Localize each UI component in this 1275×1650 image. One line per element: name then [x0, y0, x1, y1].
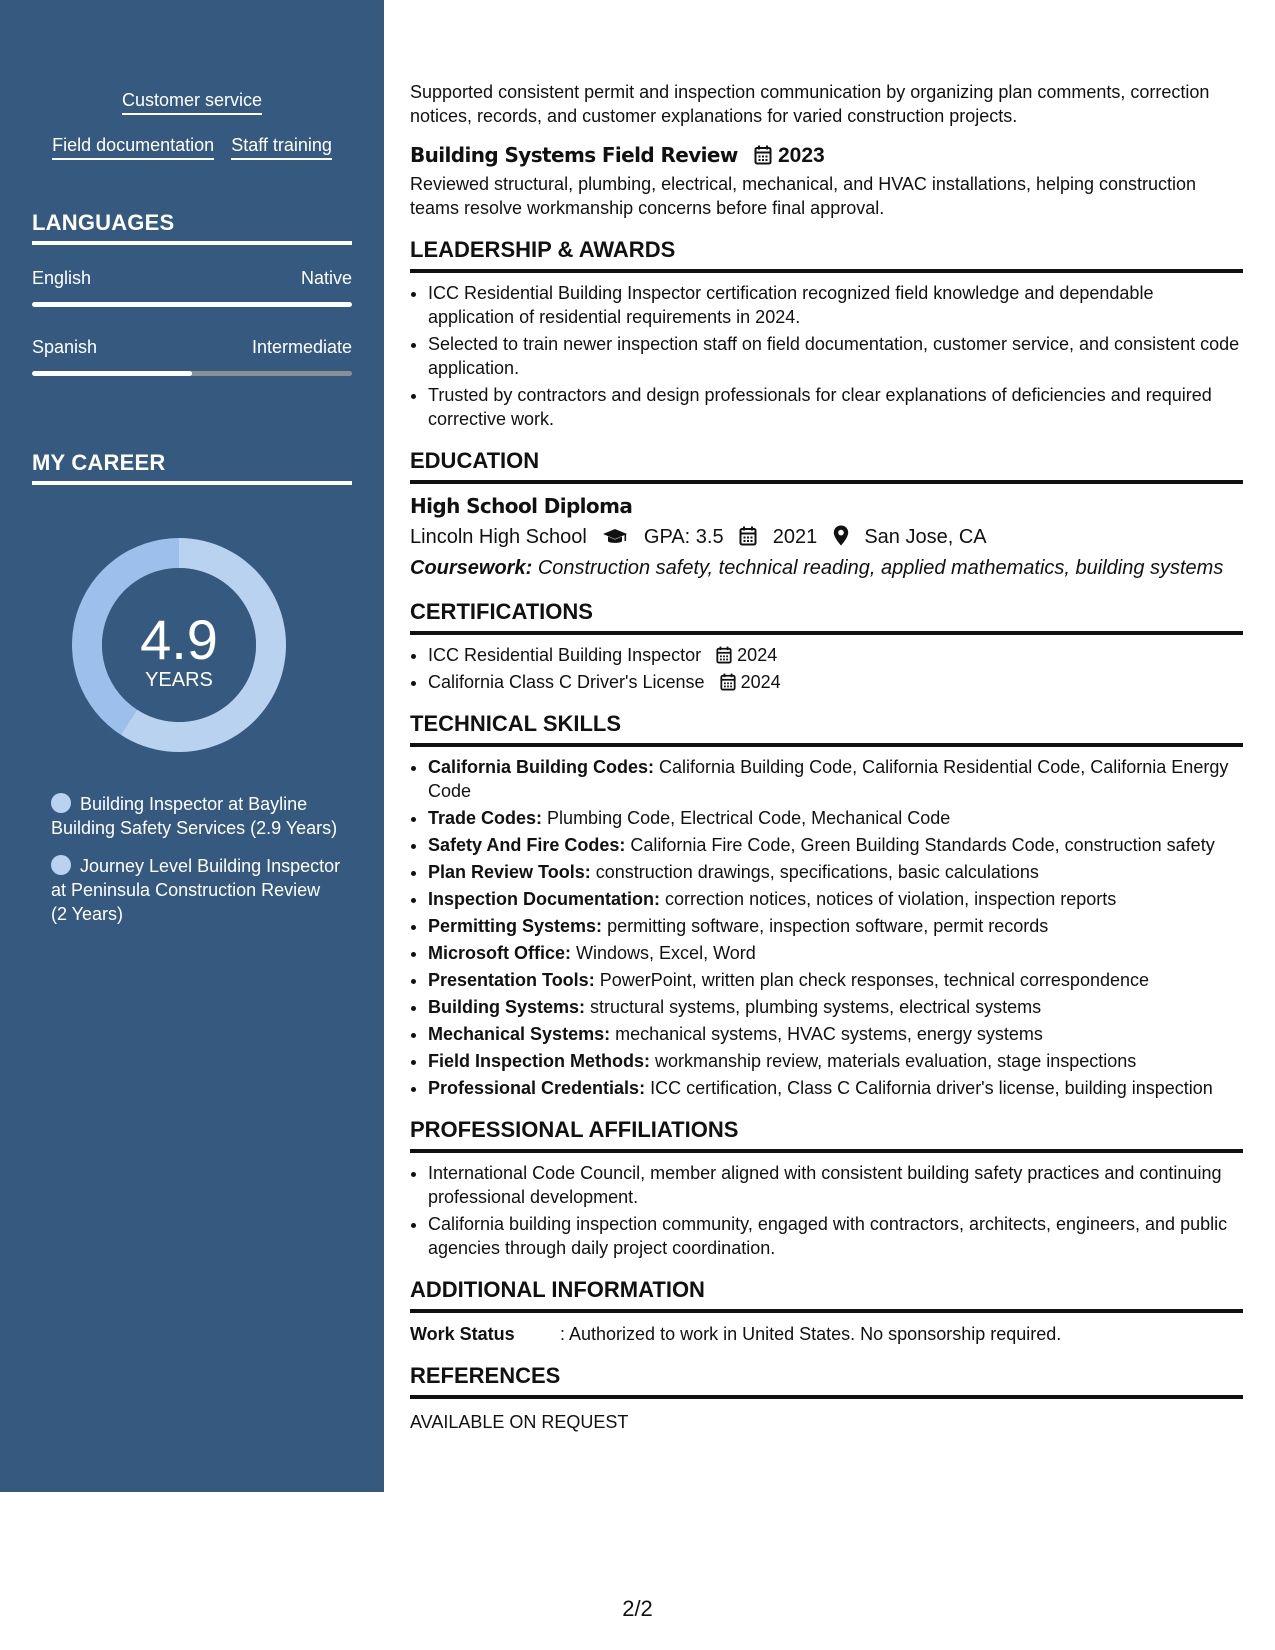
leadership-heading: LEADERSHIP & AWARDS [410, 236, 1243, 273]
skill-item [428, 941, 1243, 965]
career-heading: MY CAREER [32, 450, 352, 485]
skill-tags [32, 88, 352, 178]
skill-value: workmanship review, materials evaluation, stage inspections [655, 1051, 1137, 1071]
language-name: English [32, 268, 92, 288]
language-spanish [32, 335, 352, 376]
language-proficiency-fill [32, 302, 352, 307]
certification-year: 2024 [737, 645, 778, 665]
skill-label: Presentation Tools: [428, 970, 595, 990]
career-total-value: 4.9 [140, 608, 218, 671]
education-heading: EDUCATION [410, 447, 1243, 484]
skill-tag: Customer service [122, 88, 262, 115]
bullet-dot-icon [51, 855, 71, 875]
list-item: • Trusted by contractors and design professionals for clear explanations of deficiencies and required corrective work. [428, 383, 1243, 431]
additional-info-heading: ADDITIONAL INFORMATION [410, 1276, 1243, 1313]
skill-label: Permitting Systems: [428, 916, 603, 936]
language-proficiency-bar [32, 371, 352, 376]
education-year: 2021 [772, 526, 818, 548]
skill-value: California Building Code, California Residential Code, California Energy Code [428, 757, 1229, 801]
education-degree: High School Diploma [410, 494, 633, 518]
education-school: Lincoln High School [410, 526, 587, 548]
skill-label: Microsoft Office: [428, 943, 572, 963]
certification-name: ICC Residential Building Inspector [428, 645, 702, 665]
work-status-row [410, 1322, 1243, 1346]
language-name: Spanish [32, 337, 98, 357]
skill-item [428, 1049, 1243, 1073]
graduation-cap-icon [602, 528, 628, 546]
skill-label: Field Inspection Methods: [428, 1051, 651, 1071]
skill-tag: Field documentation [52, 133, 214, 160]
project-year: 2023 [778, 144, 825, 167]
project-title-row [410, 142, 1243, 169]
skill-value: PowerPoint, written plan check responses, technical correspondence [599, 970, 1150, 990]
skill-value: mechanical systems, HVAC systems, energy systems [615, 1024, 1043, 1044]
skill-item [428, 1076, 1243, 1100]
list-item: • International Code Council, member aligned with consistent building safety practices and continuing professional development. [428, 1161, 1243, 1209]
skill-label: Professional Credentials: [428, 1078, 646, 1098]
coursework-value: Construction safety, technical reading, applied mathematics, building systems [537, 557, 1224, 579]
certification-item [428, 670, 1243, 694]
calendar-icon [716, 646, 732, 664]
work-status-value: : Authorized to work in United States. No sponsorship required. [560, 1324, 1062, 1344]
skill-item [428, 755, 1243, 803]
coursework-label: Coursework: [410, 557, 533, 579]
list-item: • California building inspection community, engaged with contractors, architects, engineers, and public agencies through daily project coordination. [428, 1212, 1243, 1260]
certification-name: California Class C Driver's License [428, 672, 705, 692]
technical-skills-list [410, 755, 1243, 1100]
skill-value: Plumbing Code, Electrical Code, Mechanical Code [547, 808, 951, 828]
skill-item [428, 860, 1243, 884]
references-heading: REFERENCES [410, 1362, 1243, 1399]
skill-label: Building Systems: [428, 997, 586, 1017]
skill-label: Inspection Documentation: [428, 889, 661, 909]
list-item: • ICC Residential Building Inspector certification recognized field knowledge and dependable application of residential requirements in 2024. [428, 281, 1243, 329]
career-item [51, 854, 341, 926]
skill-tag-row [32, 133, 352, 160]
technical-skills-heading: TECHNICAL SKILLS [410, 710, 1243, 747]
skill-value: structural systems, plumbing systems, electrical systems [590, 997, 1042, 1017]
languages-heading: LANGUAGES [32, 210, 352, 245]
career-total-unit: YEARS [145, 669, 213, 691]
list-item: • Selected to train newer inspection staff on field documentation, customer service, and consistent code application. [428, 332, 1243, 380]
skill-label: California Building Codes: [428, 757, 655, 777]
skill-label: Mechanical Systems: [428, 1024, 611, 1044]
affiliations-list [410, 1161, 1243, 1260]
language-level: Intermediate [251, 337, 352, 357]
career-item [51, 792, 341, 840]
intro-paragraph: Supported consistent permit and inspection communication by organizing plan comments, correction notices, records, and customer explanations for varied construction projects. [410, 82, 1210, 126]
skill-value: ICC certification, Class C California driver's license, building inspection [650, 1078, 1213, 1098]
language-proficiency-fill [32, 371, 192, 376]
main-content [410, 80, 1243, 1434]
skill-item [428, 806, 1243, 830]
language-level: Native [300, 268, 352, 288]
career-item-label: Building Inspector at Bayline Building Safety Services (2.9 Years) [51, 794, 338, 838]
language-proficiency-bar [32, 302, 352, 307]
skill-item [428, 995, 1243, 1019]
work-status-label: Work Status [410, 1324, 515, 1344]
skill-value: correction notices, notices of violation, inspection reports [665, 889, 1117, 909]
skill-value: construction drawings, specifications, basic calculations [595, 862, 1039, 882]
education-location: San Jose, CA [864, 526, 987, 548]
calendar-icon [739, 526, 757, 546]
skill-tag: Staff training [231, 133, 332, 160]
skill-label: Safety And Fire Codes: [428, 835, 626, 855]
skill-value: Windows, Excel, Word [576, 943, 756, 963]
affiliations-heading: PROFESSIONAL AFFILIATIONS [410, 1116, 1243, 1153]
certifications-heading: CERTIFICATIONS [410, 598, 1243, 635]
education-coursework [410, 554, 1243, 582]
career-item-label: Journey Level Building Inspector at Peninsula Construction Review (2 Years) [51, 856, 341, 924]
calendar-icon [754, 145, 772, 165]
skill-item [428, 887, 1243, 911]
skill-item [428, 968, 1243, 992]
references-text: AVAILABLE ON REQUEST [410, 1412, 629, 1432]
calendar-icon [720, 673, 736, 691]
skill-item [428, 1022, 1243, 1046]
skill-tag-row [32, 88, 352, 115]
skill-value: California Fire Code, Green Building Standards Code, construction safety [630, 835, 1215, 855]
skill-label: Plan Review Tools: [428, 862, 591, 882]
education-gpa: GPA: 3.5 [643, 526, 724, 548]
skill-label: Trade Codes: [428, 808, 543, 828]
language-english [32, 266, 352, 307]
project-description: Reviewed structural, plumbing, electrical, mechanical, and HVAC installations, helping construction teams resolve workmanship concerns before final approval. [410, 174, 1197, 218]
location-pin-icon [833, 525, 849, 546]
certification-item [428, 643, 1243, 667]
education-details [410, 523, 1243, 551]
certifications-list [410, 643, 1243, 694]
project-title: Building Systems Field Review [410, 143, 738, 167]
page-number: 2/2 [622, 1596, 653, 1621]
skill-item [428, 833, 1243, 857]
project-year-group [754, 144, 825, 167]
bullet-dot-icon [51, 793, 71, 813]
skill-item [428, 914, 1243, 938]
career-donut-chart [66, 532, 292, 758]
career-list [51, 792, 341, 940]
sidebar [0, 0, 384, 1492]
certification-year: 2024 [740, 672, 781, 692]
skill-value: permitting software, inspection software, permit records [607, 916, 1049, 936]
leadership-list [410, 281, 1243, 431]
